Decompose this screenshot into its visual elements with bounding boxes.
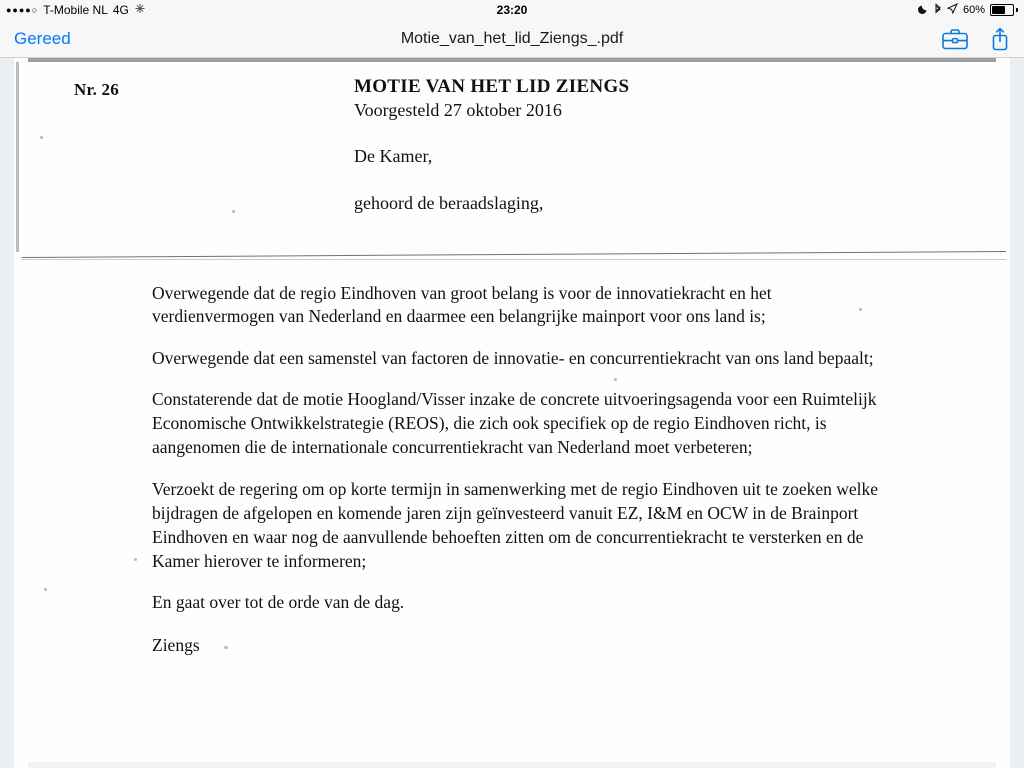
status-bar-right <box>918 3 1018 18</box>
location-arrow-icon <box>947 3 958 17</box>
document-addressee: De Kamer, <box>354 146 433 166</box>
document-number: Nr. 26 <box>74 80 119 99</box>
battery-percent-label: 60% <box>962 4 985 16</box>
pdf-page <box>14 58 1010 768</box>
status-bar-left <box>6 3 146 17</box>
bluetooth-icon <box>934 3 942 18</box>
share-icon[interactable] <box>990 27 1010 51</box>
document-heading <box>354 76 914 121</box>
document-main-title: MOTIE VAN HET LID ZIENGS <box>354 76 630 97</box>
page-right-margin <box>1010 58 1024 768</box>
moon-icon <box>918 3 929 17</box>
wifi-icon <box>134 3 146 17</box>
status-bar <box>0 0 1024 20</box>
signal-strength-icon: ●●●●○ <box>6 4 39 15</box>
navigation-bar-actions <box>942 27 1010 51</box>
document-signature: Ziengs <box>152 635 200 656</box>
carrier-label: T-Mobile NL <box>43 3 108 17</box>
document-paragraph: Overwegende dat een samenstel van factoren de innovatie- en concurrentiekracht van ons land bepaalt; <box>152 347 874 368</box>
pdf-viewer[interactable] <box>0 58 1024 768</box>
status-bar-clock: 23:20 <box>496 3 528 17</box>
document-paragraph: Verzoekt de regering om op korte termijn in samenwerking met de regio Eindhoven uit te zoeken welke bijdragen de afgelopen en komende jaren zijn geïnvesteerd vanuit EZ, I&M en OCW in de Brainport Eindhoven en waar nog de aanvullende behoeften zitten om de concurrentiekracht te versterken en de Kamer hierover te informeren; <box>152 478 879 571</box>
done-button[interactable]: Gereed <box>14 28 71 48</box>
document-body <box>152 264 892 656</box>
navigation-bar <box>0 20 1024 58</box>
document-proposed-date: Voorgesteld 27 oktober 2016 <box>354 99 562 120</box>
document-paragraph: En gaat over tot de orde van de dag. <box>152 592 405 613</box>
network-type-label: 4G <box>112 3 129 17</box>
document-paragraph: Overwegende dat de regio Eindhoven van groot belang is voor de innovatiekracht en het verdienvermogen van Nederland en daarmee een belangrijke mainport voor ons land is; <box>152 282 772 327</box>
document-paragraph: Constaterende dat de motie Hoogland/Visser inzake de concrete uitvoeringsagenda voor een Ruimtelijk Economische Ontwikkelstrategie (REOS), die zich ook specifiek op de regio Eindhoven richt, is aangenomen die de internationale concurrentiekracht van Nederland moet verbeteren; <box>152 389 877 458</box>
scan-artifact-bottom <box>28 762 996 768</box>
page-left-margin <box>0 58 14 768</box>
document-heard-line: gehoord de beraadslaging, <box>354 193 544 213</box>
document-content <box>14 58 1010 762</box>
battery-icon <box>990 4 1018 16</box>
markup-toolbox-icon[interactable] <box>942 28 968 50</box>
document-title: Motie_van_het_lid_Ziengs_.pdf <box>400 29 624 47</box>
